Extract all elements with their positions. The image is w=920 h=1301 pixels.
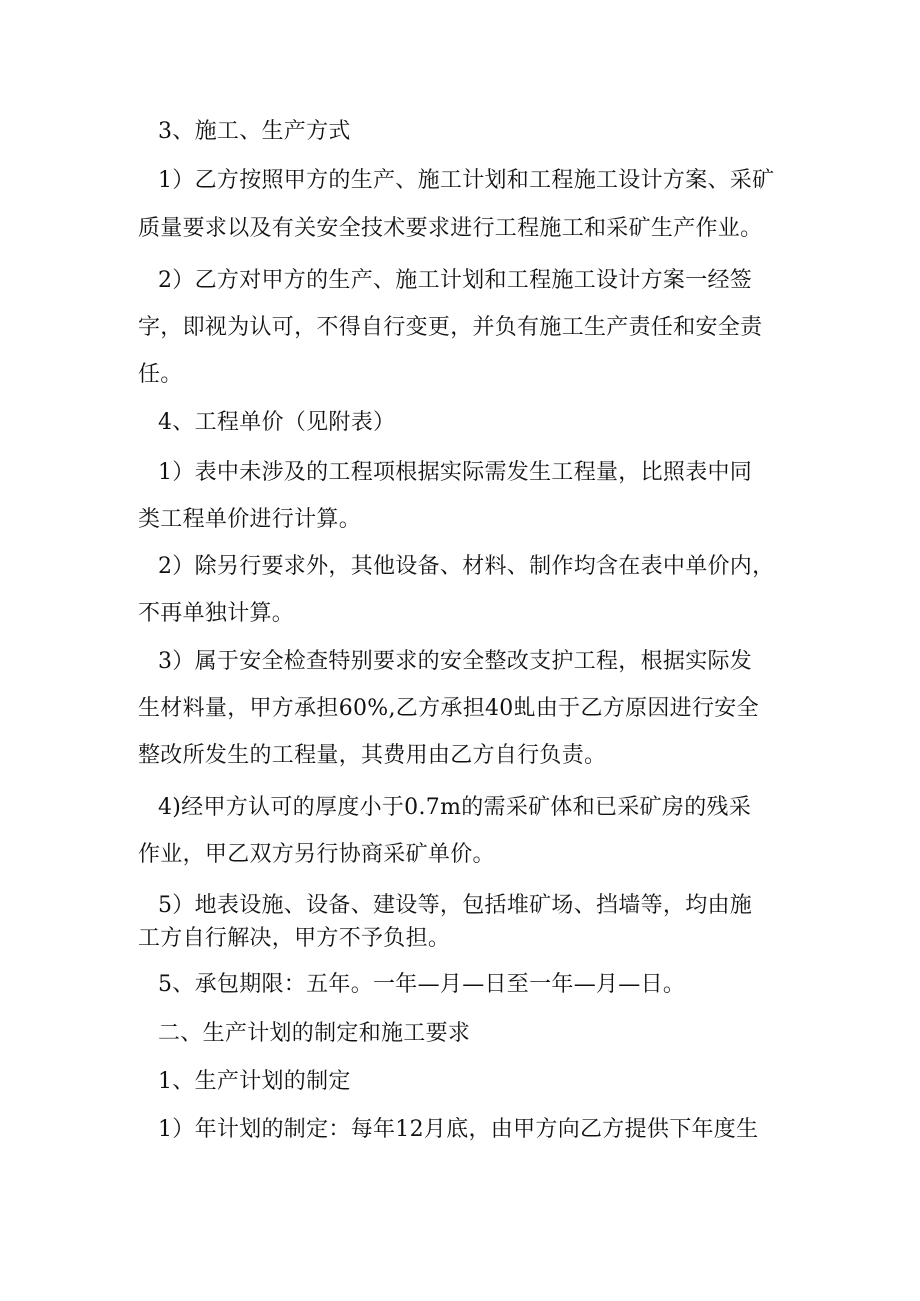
paragraph-line: 字，即视为认可，不得自行变更，并负有施工生产责任和安全责 [138,315,763,340]
paragraph-line: 3）属于安全检查特别要求的安全整改支护工程，根据实际发 [158,649,753,674]
paragraph-line: 2）乙方对甲方的生产、施工计划和工程施工设计方案一经签 [158,268,753,293]
paragraph-line: 5）地表设施、设备、建设等，包括堆矿场、挡墙等，均由施 [158,893,753,918]
paragraph-line: 生材料量，甲方承担60%,乙方承担40虬由于乙方原因进行安全 [138,696,759,721]
paragraph-line: 4)经甲方认可的厚度小于0.7m的需采矿体和已采矿房的残采 [158,795,752,820]
section-heading: 3、施工、生产方式 [158,119,351,144]
paragraph-line: 任。 [138,362,183,387]
paragraph-line: 类工程单价进行计算。 [138,507,362,532]
paragraph-line: 2）除另行要求外，其他设备、材料、制作均含在表中单价内， [158,554,775,579]
paragraph-line: 工方自行解决，甲方不予负担。 [138,926,451,951]
paragraph-line: 作业，甲乙双方另行协商采矿单价。 [138,842,495,867]
paragraph-line: 1）乙方按照甲方的生产、施工计划和工程施工设计方案、采矿 [158,168,775,193]
paragraph-line: 1）年计划的制定：每年12月底，由甲方向乙方提供下年度生 [158,1117,759,1142]
paragraph-line: 不再单独计算。 [138,601,295,626]
paragraph-line: 1）表中未涉及的工程项根据实际需发生工程量，比照表中同 [158,460,753,485]
chapter-heading: 二、生产计划的制定和施工要求 [158,1021,471,1046]
paragraph-line: 质量要求以及有关安全技术要求进行工程施工和采矿生产作业。 [138,216,763,241]
section-heading: 5、承包期限：五年。一年—月—日至一年—月—日。 [158,972,686,997]
paragraph-line: 整改所发生的工程量，其费用由乙方自行负责。 [138,743,607,768]
section-heading: 4、工程单价（见附表） [158,410,396,435]
section-heading: 1、生产计划的制定 [158,1069,351,1094]
